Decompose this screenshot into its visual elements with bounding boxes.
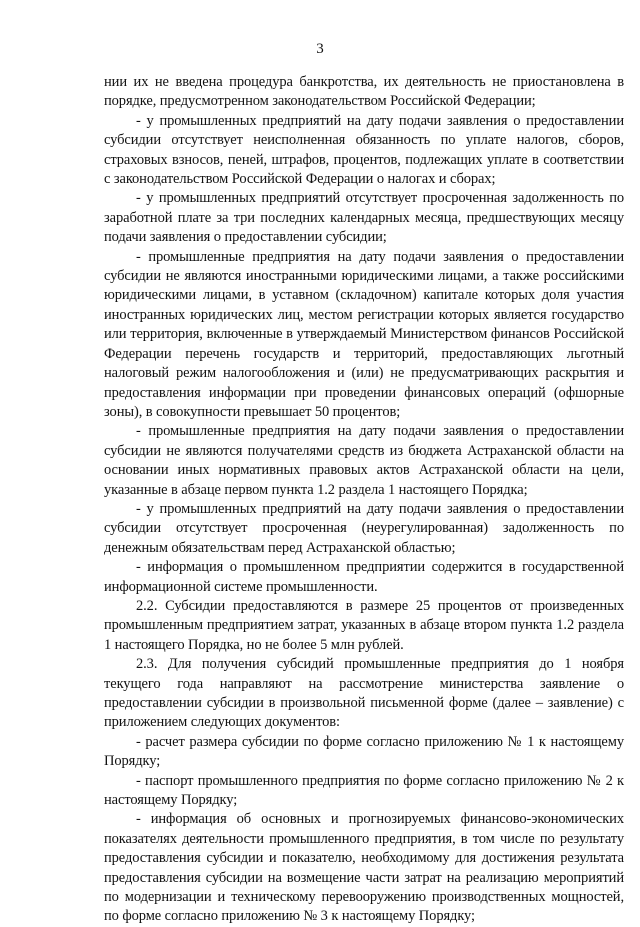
paragraph-5: - промышленные предприятия на дату подачи заявления о предоставлении субсидии не являются получателями средств из бюджета Астраханской области на основании иных нормативных правовых актов Астраханской области на цели, указанные в абзаце первом пункта 1.2 раздела 1 настоящего Порядка; [104,423,624,498]
paragraph-9: 2.3. Для получения субсидий промышленные предприятия до 1 ноября текущего года направляют на рассмотрение министерства заявление о предоставлении субсидии в произвольной письменной форме (далее – заявление) с приложением следующих документов: [104,656,624,731]
paragraph-7: - информация о промышленном предприятии содержится в государственной информационной системе промышленности. [104,559,624,595]
paragraph-2: - у промышленных предприятий на дату подачи заявления о предоставлении субсидии отсутствует неисполненная обязанность по уплате налогов, сборов, страховых взносов, пеней, штрафов, процентов, подлежащих уплате в соответствии с законодательством Российской Федерации о налогах и сборах; [104,112,624,188]
document-body [104,73,624,927]
paragraph-11: - паспорт промышленного предприятия по форме согласно приложению № 2 к настоящему Порядку; [104,772,624,809]
paragraph-12: - информация об основных и прогнозируемых финансово-экономических показателях деятельности промышленного предприятия, в том числе по результату предоставления субсидии и показателю, необходимому для достижения результата предоставления субсидии на возмещение части затрат на реализацию мероприятий по модернизации и техническому перевооружению производственных мощностей, по форме согласно приложению № 3 к настоящему Порядку; [104,811,624,925]
page-number: 3 [316,41,324,57]
paragraph-8: 2.2. Субсидии предоставляются в размере 25 процентов от произведенных промышленным предприятием затрат, указанных в абзаце втором пункта 1.2 раздела 1 настоящего Порядка, но не более 5 млн рублей. [104,597,624,653]
paragraph-3: - у промышленных предприятий отсутствует просроченная задолженность по заработной плате за три последних календарных месяца, предшествующих месяцу подачи заявления о предоставлении субсидии; [104,190,624,246]
paragraph-6: - у промышленных предприятий на дату подачи заявления о предоставлении субсидии отсутствует просроченная (неурегулированная) задолженность по денежным обязательствам перед Астраханской областью; [104,500,624,556]
paragraph-4: - промышленные предприятия на дату подачи заявления о предоставлении субсидии не являются иностранными юридическими лицами, а также российскими юридическими лицами, в уставном (складочном) капитале которых доля участия иностранных юридических лиц, местом регистрации которых является государство или территория, включенные в утверждаемый Министерством финансов Российской Федерации перечень государств и территорий, предоставляющих льготный налоговый режим налогообложения и (или) не предусматривающих раскрытия и предоставления информации при проведении финансовых операций (офшорные зоны), в совокупности превышает 50 процентов; [104,248,624,420]
paragraph-10: - расчет размера субсидии по форме согласно приложению № 1 к настоящему Порядку; [104,733,624,770]
paragraph-1: нии их не введена процедура банкротства, их деятельность не приостановлена в порядке, предусмотренном законодательством Российской Федерации; [104,74,624,110]
